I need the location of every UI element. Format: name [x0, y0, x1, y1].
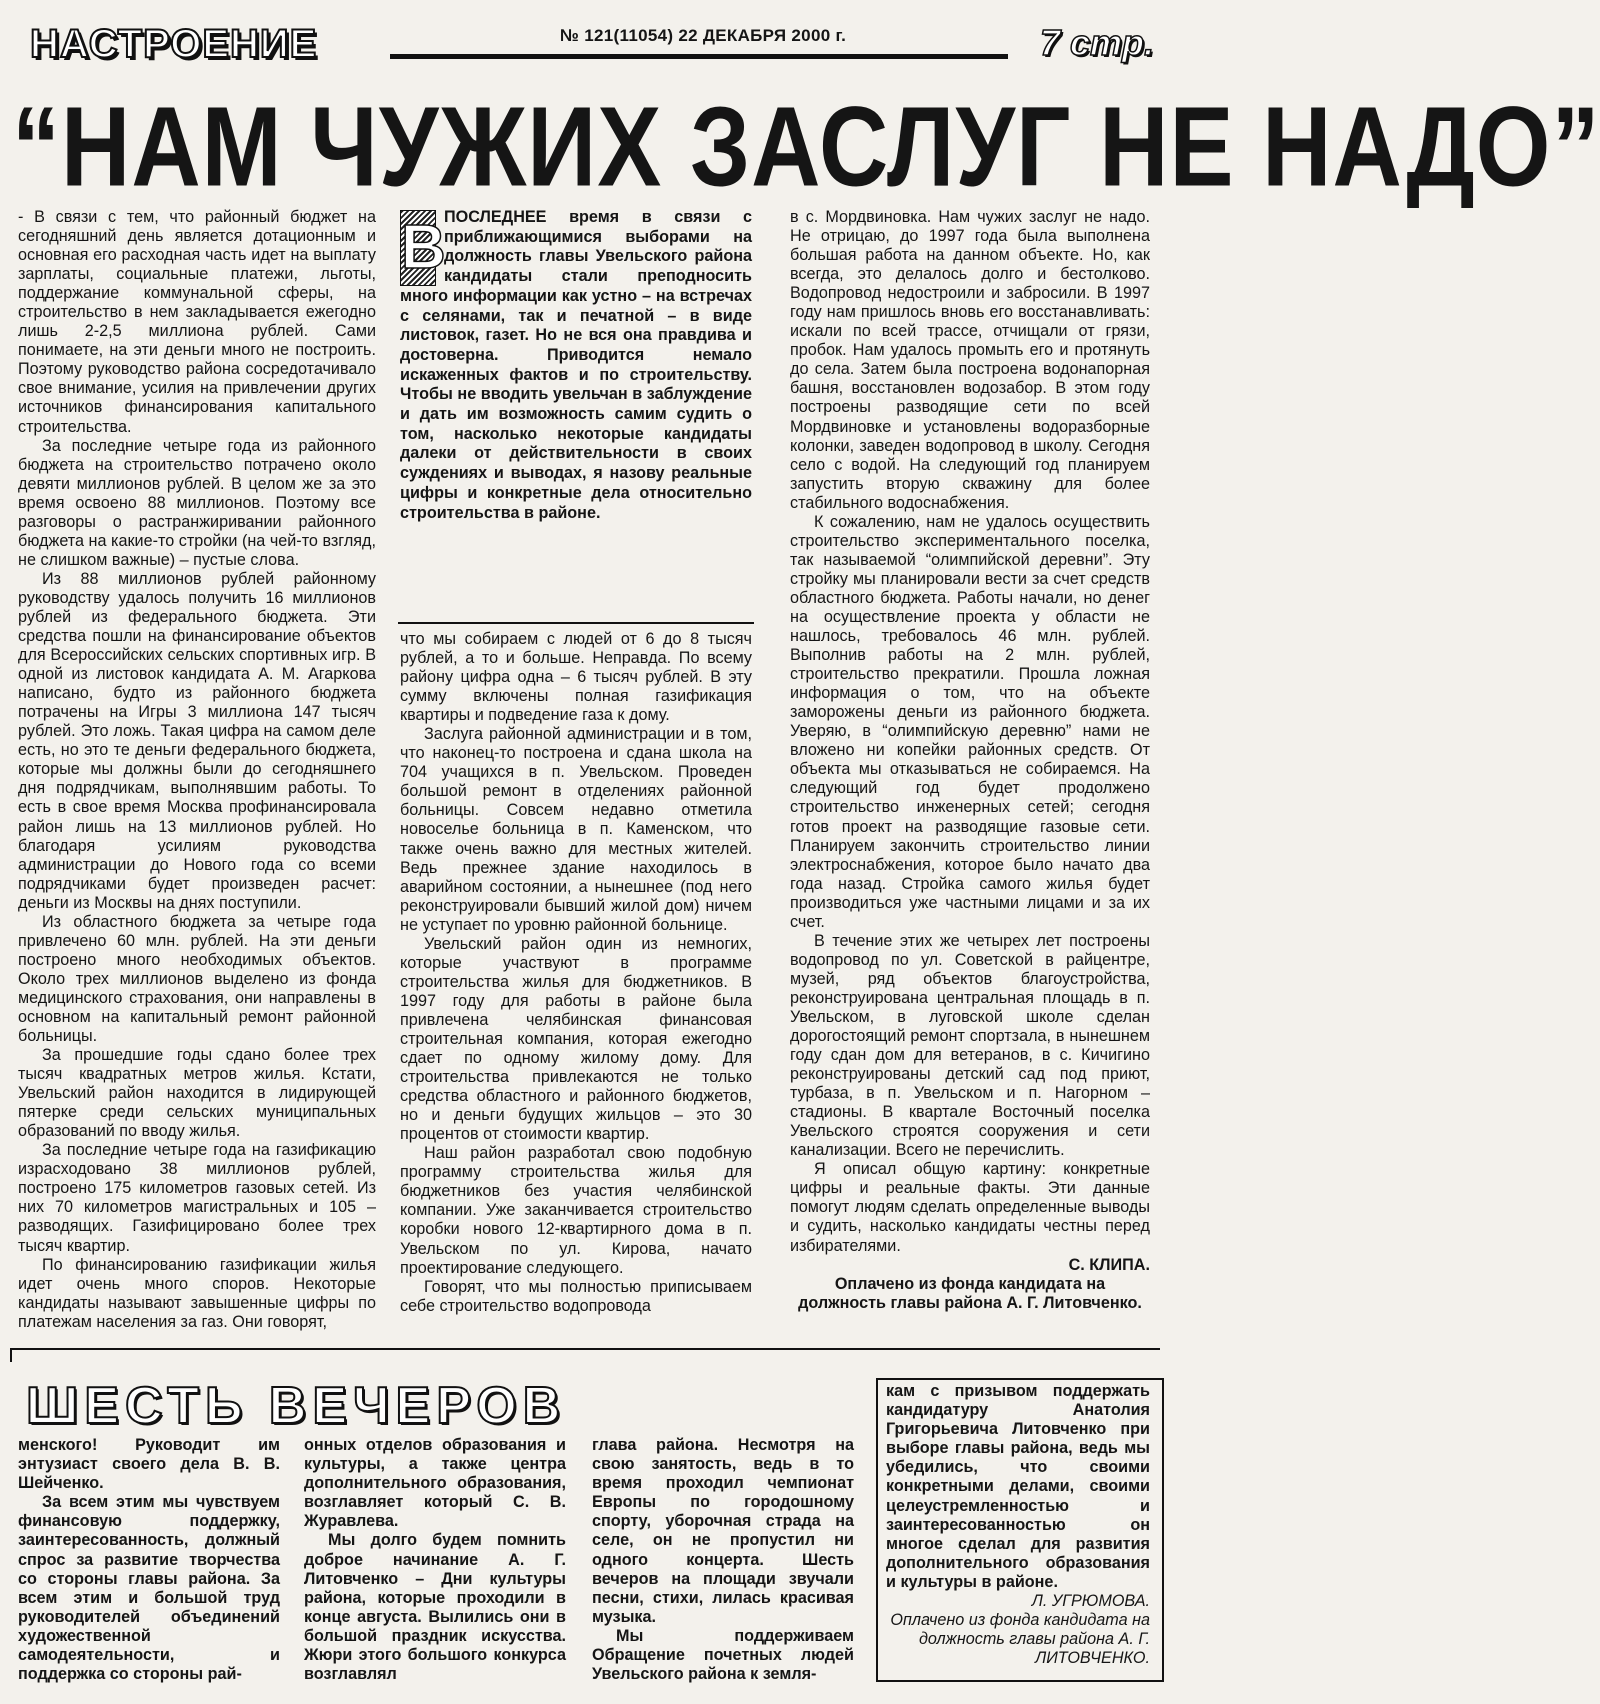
article-column-2	[400, 630, 752, 1338]
paragraph: онных отделов образования и культуры, а также центра дополнительного образования, возглавляет который С. В. Журавлева.	[304, 1436, 566, 1531]
author-signature: Л. УГРЮМОВА.	[1031, 1592, 1150, 1611]
paragraph: Увельский район один из немногих, которые участвуют в программе строительства жилья для бюджетников. В 1997 году для работы в районе была привлечена челябинская финансовая строительная компания, которая ежегодно сдает по одному жилому дому. Для строительства привлекаются не только средства областного и районного бюджетов, но и деньги будущих жильцов – это 30 процентов от стоимости квартир.	[400, 934, 752, 1144]
paragraph: Наш район разработал свою подобную программу строительства жилья для бюджетников без участия челябинской компании. Уже заканчивается строительство коробки нового 12-квартирного дома в п. Увельском по ул. Кирова, начато проектирование следующего.	[400, 1144, 752, 1277]
dropcap	[400, 210, 446, 286]
paragraph: По финансированию газификации жилья идет очень много споров. Некоторые кандидаты называют завышенные цифры по платежам населения за газ. Они говорят,	[18, 1255, 376, 1331]
second-column-1	[18, 1436, 280, 1686]
paragraph: в с. Мордвиновка. Нам чужих заслуг не надо. Не отрицаю, до 1997 года была выполнена большая работа на данном объекте. Но, как всегда, это делалось долго и бестолково. Водопровод недостроили и забросили. В 1997 году нам пришлось вновь его восстанавливать: искали по всей трассе, отчищали от грязи, пробок. Нам удалось промыть его и протянуть до села. Затем была построена водонапорная башня, восстановлен водозабор. В этом году построены разводящие сети по всей Мордвиновке и установлены водоразборные колонки, заведен водопровод в школу. Сегодня село с водой. На следующий год планируем запустить вторую скважину для более стабильного водоснабжения.	[790, 208, 1150, 512]
article-column-1	[18, 208, 376, 1338]
article-headline: “НАМ ЧУЖИХ ЗАСЛУГ НЕ НАДО”	[12, 83, 1600, 211]
frame-corner	[10, 1348, 12, 1362]
paragraph: что мы собираем с людей от 6 до 8 тысяч рублей, а то и больше. Неправда. По всему району цифра одна – 6 тысяч рублей. В эту сумму включены полная газификация квартиры и подведение газа к дому.	[400, 630, 752, 725]
paragraph: За всем этим мы чувствуем финансовую поддержку, заинтересованность, должный спрос за развитие творчества со стороны главы района. За всем этим и большой труд руководителей объединений художественной самодеятельности, и поддержка со стороны рай-	[18, 1493, 280, 1684]
paragraph: Из 88 миллионов рублей районному руководству удалось получить 16 миллионов рублей из федерального бюджета. Эти средства пошли на финансирование объектов для Всероссийских сельских спортивных игр. В одной из листовок кандидата А. М. Агаркова написано, будто из районного бюджета потрачены на Игры 3 миллиона 147 тысяч рублей. Это ложь. Такая цифра на самом деле есть, но это те деньги федерального бюджета, которые мы должны были до сегодняшнего дня подрядчикам, выполнявшим работы. То есть в свое время Москва профинансировала район лишь на 13 миллионов рублей. Но благодаря усилиям руководства администрации до Нового года со всеми подрядчиками будет произведен расчет: деньги из Москвы на днях поступили.	[18, 569, 376, 912]
paragraph: Заслуга районной администрации и в том, что наконец-то построена и сдана школа на 704 учащихся в п. Увельском. Проведен большой ремонт в отделениях районной больницы. Совсем недавно отметила новоселье больница в п. Каменском, что также очень важно для местных жителей. Ведь прежнее здание находилось в аварийном состоянии, а нынешнее (под него реконструировали бывший жилой дом) ничем не уступает по уровню районной больнице.	[400, 725, 752, 934]
lead-text: ПОСЛЕДНЕЕ время в связи с приближающимися выборами на должность главы Увельского района кандидаты стали преподносить много информации как устно – на встречах с селянами, так и печатной – в виде листовок, газет. Но не вся она правдива и достоверна. Приводится немало искаженных фактов и по строительству. Чтобы не вводить увельчан в заблуждение и дать им возможность самим судить о том, насколько некоторые кандидаты далеки от действительности в своих суждениях и выводах, я назову реальные цифры и конкретные дела относительно строительства в районе.	[400, 208, 752, 522]
second-column-3	[592, 1436, 854, 1686]
paragraph: Говорят, что мы полностью приписываем себе строительство водопровода	[400, 1277, 752, 1315]
dropcap-letter: В	[401, 213, 446, 282]
paragraph: За последние четыре года из районного бюджета на строительство потрачено около девяти миллионов рублей. В целом же за это время освоено 88 миллионов. Поэтому все разговоры о растранжиривании районного бюджета на какие-то стройки (на чей-то взгляд, не слишком важные) – пустые слова.	[18, 436, 376, 569]
paragraph: К сожалению, нам не удалось осуществить строительство экспериментального поселка, так называемой “олимпийской деревни”. Эту стройку мы планировали вести за счет средств областного бюджета. Работы начали, но денег на осуществление проекта у области не нашлось, требовалось 46 млн. рублей. Выполнив работы на 2 млн. рублей, строительство прекратили. Прошла ложная информация о том, что на объекте заморожены деньги из районного бюджета. Уверяю, в “олимпийскую деревню” нами не вложено ни копейки районных средств. От объекта мы отказываться не собираемся. На следующий год будет продолжено строительство инженерных сетей; сегодня готов проект на разводящие газовые сети. Планируем закончить строительство линии электроснабжения, которое было начато два года назад. Стройка самого жилья будет производиться уже частными лицами и за их счет.	[790, 512, 1150, 931]
header-rule	[390, 54, 1008, 59]
paragraph: - В связи с тем, что районный бюджет на сегодняшний день является дотационным и основная его расходная часть идет на выплату зарплаты, социальные платежи, льготы, поддержание коммунальной сферы, на строительство в нем закладывается ежегодно лишь 2-2,5 миллиона рублей. Сами понимаете, на эти деньги много не построить. Поэтому руководство района сосредотачивало свое внимание, усилия на привлечении других источников финансирования капитального строительства.	[18, 208, 376, 436]
second-article-banner: ШЕСТЬ ВЕЧЕРОВ	[26, 1377, 567, 1435]
section-divider	[10, 1348, 1160, 1350]
second-column-4	[886, 1382, 1150, 1676]
page-number: 7 стр.	[1040, 22, 1155, 63]
paragraph: Мы поддерживаем Обращение почетных людей Увельского района к земля-	[592, 1626, 854, 1684]
paid-note: Оплачено из фонда кандидата на должность главы района А. Г. ЛИТОВЧЕНКО.	[890, 1611, 1150, 1668]
paragraph: Мы долго будем помнить доброе начинание А. Г. Литовченко – Дни культуры района, которые проходили в конце августа. Вылились они в большой праздник искусства. Жюри этого большого конкурса возглавлял	[304, 1531, 566, 1684]
paragraph: менского! Руководит им энтузиаст своего дела В. В. Шейченко.	[18, 1436, 280, 1493]
section-title: НАСТРОЕНИЕ	[30, 22, 318, 66]
paragraph: кам с призывом поддержать кандидатуру Анатолия Григорьевича Литовченко при выборе главы района, ведь мы убедились, что своими конкретными делами, своими целеустремленностью и заинтересованностью он многое сделал для развития дополнительного образования и культуры в районе.	[886, 1382, 1150, 1591]
paragraph: глава района. Несмотря на свою занятость, ведь в то время проходил чемпионат Европы по городошному спорту, уборочная страда на селе, он не пропустил ни одного концерта. Шесть вечеров на площади звучали песни, стихи, лилась красивая музыка.	[592, 1436, 854, 1626]
second-column-2	[304, 1436, 566, 1686]
paragraph: В течение этих же четырех лет построены водопровод по ул. Советской в райцентре, музей, ряд объектов благоустройства, реконструирована центральная площадь в п. Увельском, в луговской школе сделан дорогостоящий ремонт спортзала, в нынешнем году сдан дом для ветеранов, в с. Кичигино реконструированы детский сад под приют, турбаза, в п. Увельском и п. Нагорном – стадионы. В квартале Восточный поселка Увельского строятся сооружения и сети канализации. Всего не перечислить.	[790, 931, 1150, 1160]
paid-note: Оплачено из фонда кандидата на должность главы района А. Г. Литовченко.	[798, 1274, 1142, 1312]
author-signature: С. КЛИПА.	[1068, 1255, 1150, 1274]
article-lead	[400, 208, 752, 620]
paragraph: Из областного бюджета за четыре года привлечено 60 млн. рублей. На эти деньги построено много необходимых объектов. Около трех миллионов выделено из фонда медицинского страхования, они направлены в основном на капитальный ремонт районной больницы.	[18, 912, 376, 1046]
paragraph: За прошедшие годы сдано более трех тысяч квадратных метров жилья. Кстати, Увельский район находится в лидирующей пятерке среди сельских муниципальных образований по вводу жилья.	[18, 1046, 376, 1141]
lead-divider	[398, 622, 754, 624]
issue-info: № 121(11054) 22 ДЕКАБРЯ 2000 г.	[560, 26, 847, 45]
paragraph: За последние четыре года на газификацию израсходовано 38 миллионов рублей, построено 175 километров газовых сетей. Из них 70 километров магистральных и 105 – разводящих. Газифицировано более трех тысяч квартир.	[18, 1141, 376, 1255]
paragraph: Я описал общую картину: конкретные цифры и реальные факты. Эти данные помогут людям сделать определенные выводы и судить, насколько кандидаты честны перед избирателями.	[790, 1160, 1150, 1255]
article-column-3	[790, 208, 1150, 1346]
